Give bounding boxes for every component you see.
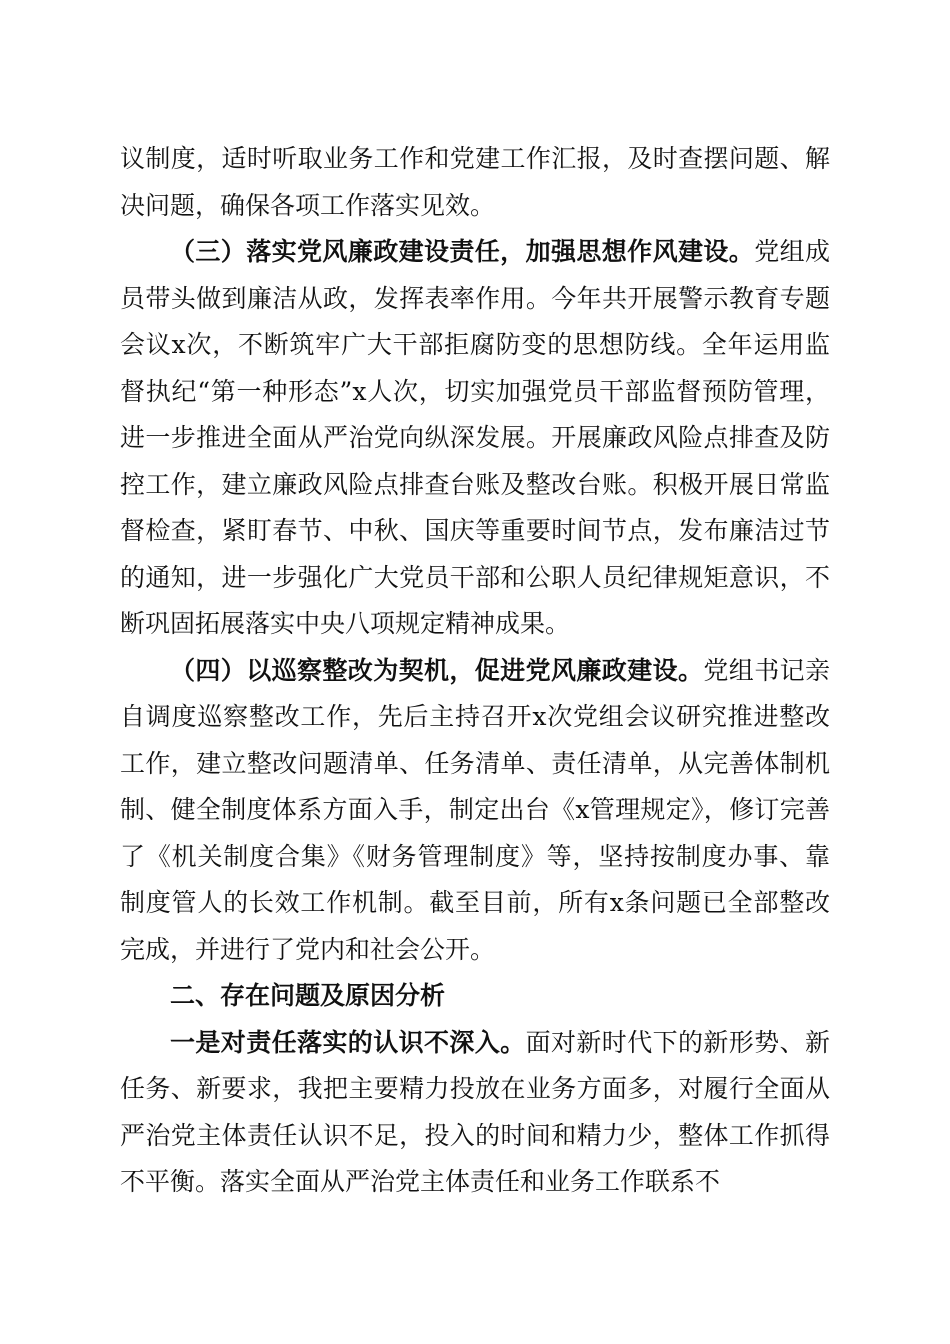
section-title: 二、存在问题及原因分析 xyxy=(170,981,446,1010)
paragraph-heading: （四）以巡察整改为契机，促进党风廉政建设。 xyxy=(170,655,704,685)
paragraph-text: 议制度，适时听取业务工作和党建工作汇报，及时查摆问题、解决问题，确保各项工作落实见效。 xyxy=(120,144,830,220)
document-body xyxy=(120,136,830,1206)
paragraph-continuation xyxy=(120,136,830,229)
paragraph-heading: （三）落实党风廉政建设责任，加强思想作风建设。 xyxy=(170,237,755,266)
paragraph-four xyxy=(120,648,830,974)
paragraph-text: 面对新时代下的新形势、新任务、新要求，我把主要精力投放在业务方面多，对履行全面从严治党主体责任认识不足，投入的时间和精力少，整体工作抓得不平衡。落实全面从严治党主体责任和业务工作联系不 xyxy=(120,1027,830,1196)
paragraph-heading: 一是对责任落实的认识不深入。 xyxy=(170,1027,526,1057)
paragraph-three xyxy=(120,229,830,648)
paragraph-text: 党组成员带头做到廉洁从政，发挥表率作用。今年共开展警示教育专题会议x次，不断筑牢广大干部拒腐防变的思想防线。全年运用监督执纪“第一种形态”x人次，切实加强党员干部监督预防管理，进一步推进全面从严治党向纵深发展。开展廉政风险点排查及防控工作，建立廉政风险点排查台账及整改台账。积极开展日常监督检查，紧盯春节、中秋、国庆等重要时间节点，发布廉洁过节的通知，进一步强化广大党员干部和公职人员纪律规矩意识，不断巩固拓展落实中央八项规定精神成果。 xyxy=(120,237,830,638)
paragraph-text: 党组书记亲自调度巡察整改工作，先后主持召开x次党组会议研究推进整改工作，建立整改问题清单、任务清单、责任清单，从完善体制机制、健全制度体系方面入手，制定出台《x管理规定》，修订完善了《机关制度合集》《财务管理制度》等，坚持按制度办事、靠制度管人的长效工作机制。截至目前，所有x条问题已全部整改完成，并进行了党内和社会公开。 xyxy=(120,655,830,964)
paragraph-problem-one xyxy=(120,1020,830,1206)
